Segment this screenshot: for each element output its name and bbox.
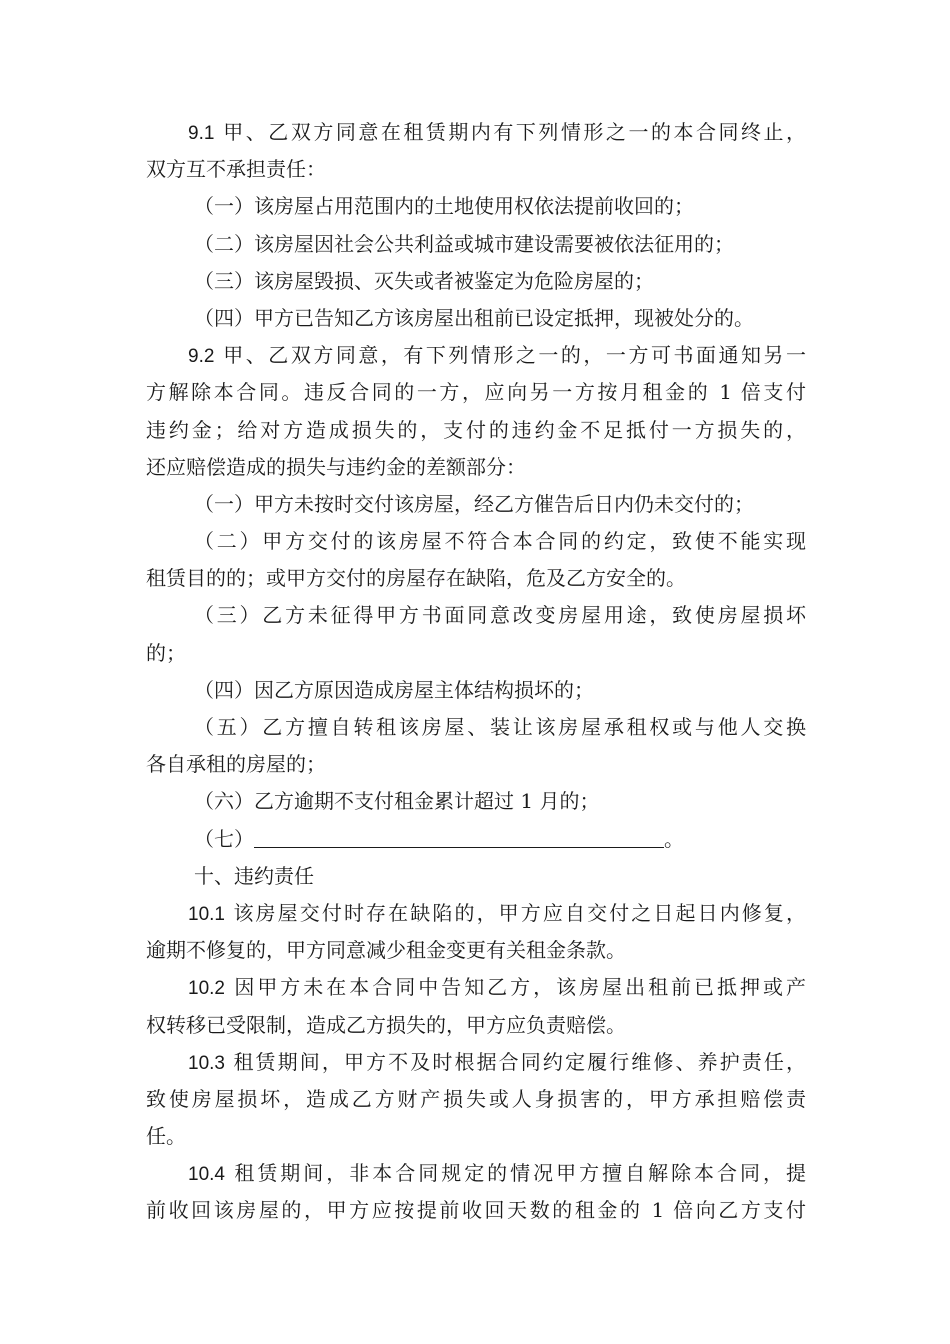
clause-9-2-line	[146, 337, 806, 374]
list-item: （二）甲方交付的该房屋不符合本合同的约定，致使不能实现	[194, 529, 806, 554]
paragraph-line: 租赁目的的；或甲方交付的房屋存在缺陷，危及乙方安全的。	[146, 566, 686, 591]
clause-10-3-line	[146, 1044, 806, 1081]
clause-text: 因甲方未在本合同中告知乙方，该房屋出租前已抵押或产	[224, 975, 806, 1000]
clause-10-2-line	[146, 969, 806, 1006]
paragraph-line: 违约金；给对方造成损失的，支付的违约金不足抵付一方损失的，	[146, 417, 806, 442]
clause-text: 租赁期间，非本合同规定的情况甲方擅自解除本合同，提	[224, 1161, 806, 1186]
paragraph-line: 方解除本合同。违反合同的一方，应向另一方按月租金的 1 倍支付	[146, 380, 806, 405]
clause-text: 甲、乙双方同意，有下列情形之一的，一方可书面通知另一	[214, 343, 806, 368]
list-item-blank	[146, 821, 806, 858]
section-heading: 十、违约责任	[194, 863, 314, 888]
clause-number: 9.2	[188, 346, 215, 368]
paragraph-line: 的；	[146, 640, 186, 665]
list-item: （四）因乙方原因造成房屋主体结构损坏的；	[194, 677, 594, 702]
clause-text: 租赁期间，甲方不及时根据合同约定履行维修、养护责任，	[224, 1049, 806, 1074]
list-item-label: （七）	[194, 826, 254, 851]
contract-text	[146, 114, 806, 1230]
list-item: （四）甲方已告知乙方该房屋出租前已设定抵押，现被处分的。	[194, 305, 754, 330]
paragraph-line: 还应赔偿造成的损失与违约金的差额部分：	[146, 454, 526, 479]
list-item: （六）乙方逾期不支付租金累计超过 1 月的；	[194, 789, 600, 814]
paragraph-line: 逾期不修复的，甲方同意减少租金变更有关租金条款。	[146, 938, 626, 963]
clause-10-1-line	[146, 895, 806, 932]
list-item: （一）甲方未按时交付该房屋，经乙方催告后日内仍未交付的；	[194, 491, 754, 516]
list-item: （一）该房屋占用范围内的土地使用权依法提前收回的；	[194, 194, 694, 219]
clause-text: 甲、乙双方同意在租赁期内有下列情形之一的本合同终止，	[214, 120, 806, 144]
list-item: （五）乙方擅自转租该房屋、装让该房屋承租权或与他人交换	[194, 715, 806, 739]
paragraph-line: 双方互不承担责任：	[146, 157, 326, 182]
paragraph-line: 各自承租的房屋的；	[146, 752, 326, 777]
clause-number: 10.3	[188, 1052, 225, 1074]
list-item: （二）该房屋因社会公共利益或城市建设需要被依法征用的；	[194, 231, 734, 256]
clause-number: 10.1	[188, 903, 225, 925]
clause-number: 10.2	[188, 978, 225, 1000]
list-item: （三）乙方未征得甲方书面同意改变房屋用途，致使房屋损坏	[194, 603, 806, 628]
paragraph-line: 前收回该房屋的，甲方应按提前收回天数的租金的 1 倍向乙方支付	[146, 1198, 806, 1223]
fill-in-blank	[254, 825, 664, 848]
paragraph-line: 任。	[146, 1124, 186, 1149]
clause-number: 9.1	[188, 123, 215, 144]
clause-9-1-line	[146, 114, 806, 151]
paragraph-line: 致使房屋损坏，造成乙方财产损失或人身损害的，甲方承担赔偿责	[146, 1086, 806, 1111]
paragraph-line: 权转移已受限制，造成乙方损失的，甲方应负责赔偿。	[146, 1012, 626, 1037]
clause-10-4-line	[146, 1155, 806, 1192]
list-item: （三）该房屋毁损、灭失或者被鉴定为危险房屋的；	[194, 268, 654, 293]
clause-text: 该房屋交付时存在缺陷的，甲方应自交付之日起日内修复，	[224, 900, 806, 925]
list-item-suffix: 。	[664, 826, 684, 851]
clause-number: 10.4	[188, 1164, 225, 1186]
